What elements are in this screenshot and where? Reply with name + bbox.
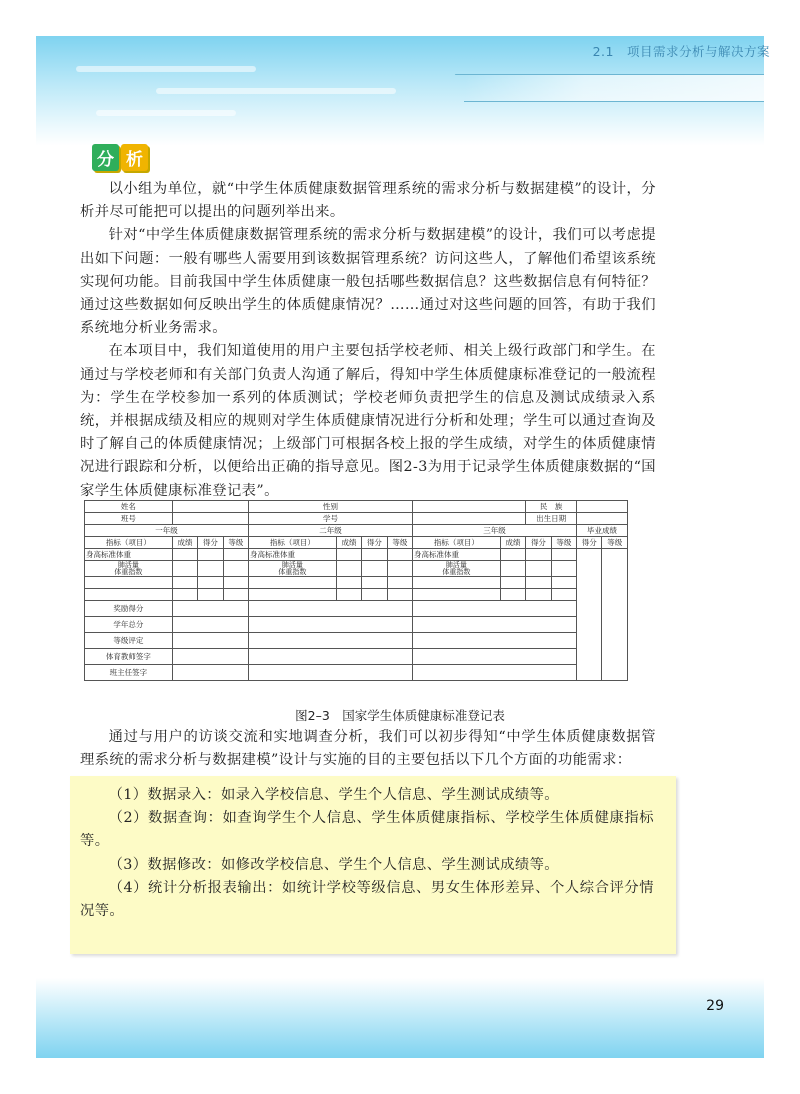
row-height-weight: 身高标准体重 (85, 549, 173, 561)
requirement-item: （2）数据查询：如查询学生个人信息、学生体质健康指标、学校学生体质健康指标等。 (80, 810, 654, 850)
row-bonus: 奖励得分 (85, 601, 173, 617)
row-height-weight: 身高标准体重 (413, 549, 501, 561)
label-name: 姓名 (85, 501, 173, 513)
analysis-label (92, 144, 150, 171)
label-graduate: 毕业成绩 (577, 525, 628, 537)
col-points: 得分 (198, 537, 223, 549)
registration-form (84, 500, 628, 681)
row-lung: 肺活量 体重指数 (249, 561, 337, 577)
section-header: 2.1 项目需求分析与解决方案 (592, 44, 770, 59)
requirements-intro (80, 726, 656, 772)
analysis-char-2: 析 (121, 144, 148, 171)
label-class: 班号 (85, 513, 173, 525)
label-ethnic: 民 族 (526, 501, 577, 513)
row-total: 学年总分 (85, 617, 173, 633)
col-level: 等级 (602, 537, 628, 549)
col-points: 得分 (577, 537, 602, 549)
page-number: 29 (706, 998, 724, 1014)
form-table (84, 500, 628, 681)
paragraph-1: 以小组为单位，就“中学生体质健康数据管理系统的需求分析与数据建模”的设计，分析并尽可能把可以提出的问题列举出来。 (80, 181, 656, 221)
row-teacher-sign: 体育教师签字 (85, 649, 173, 665)
label-student-no: 学号 (249, 513, 413, 525)
paragraph-4: 通过与用户的访谈交流和实地调查分析，我们可以初步得知“中学生体质健康数据管理系统的需求分析与数据建模”设计与实施的目的主要包括以下几个方面的功能需求： (80, 729, 656, 769)
intro-text (80, 178, 656, 503)
col-score: 成绩 (500, 537, 525, 549)
col-level: 等级 (551, 537, 576, 549)
paragraph-3: 在本项目中，我们知道使用的用户主要包括学校老师、相关上级行政部门和学生。在通过与学校老师和有关部门负责人沟通了解后，得知中学生体质健康标准登记的一般流程为：学生在学校参加一系列的体质测试；学校老师负责把学生的信息及测试成绩录入系统，并根据成绩及相应的规则对学生体质健康情况进行分析和处理；学生可以通过查询及时了解自己的体质健康情况；上级部门可根据各校上报的学生成绩，对学生的体质健康情况进行跟踪和分析，以便给出正确的指导意见。图2-3为用于记录学生体质健康数据的“国家学生体质健康标准登记表”。 (80, 343, 656, 499)
header-bar (464, 74, 764, 102)
col-level: 等级 (223, 537, 248, 549)
row-lung: 肺活量 体重指数 (85, 561, 173, 577)
label-gender: 性别 (249, 501, 413, 513)
figure-caption: 图2–3 国家学生体质健康标准登记表 (295, 708, 505, 723)
decor-streak (156, 88, 396, 94)
requirement-item: （4）统计分析报表输出：如统计学校等级信息、男女生体形差异、个人综合评分情况等。 (80, 879, 654, 920)
row-lung: 肺活量 体重指数 (413, 561, 501, 577)
row-rating: 等级评定 (85, 633, 173, 649)
row-head-sign: 班主任签字 (85, 665, 173, 681)
label-birth: 出生日期 (526, 513, 577, 525)
col-level: 等级 (387, 537, 412, 549)
col-indicator: 指标（项目） (85, 537, 173, 549)
requirement-item: （3）数据修改：如修改学校信息、学生个人信息、学生测试成绩等。 (108, 856, 559, 873)
requirements-list (80, 784, 654, 923)
decor-streak (96, 110, 236, 116)
analysis-char-1: 分 (92, 144, 119, 171)
col-score: 成绩 (172, 537, 197, 549)
col-score: 成绩 (336, 537, 361, 549)
paragraph-2: 针对“中学生体质健康数据管理系统的需求分析与数据建模”的设计，我们可以考虑提出如下问题：一般有哪些人需要用到该数据管理系统？访问这些人，了解他们希望该系统实现何功能。目前我国中学生体质健康一般包括哪些数据信息？这些数据信息有何特征？通过这些数据如何反映出学生的体质健康情况？……通过对这些问题的回答，有助于我们系统地分析业务需求。 (80, 227, 656, 337)
col-indicator: 指标（项目） (413, 537, 501, 549)
decor-streak (76, 66, 256, 72)
col-points: 得分 (526, 537, 551, 549)
col-indicator: 指标（项目） (249, 537, 337, 549)
requirement-item: （1）数据录入：如录入学校信息、学生个人信息、学生测试成绩等。 (108, 787, 559, 803)
row-height-weight: 身高标准体重 (249, 549, 337, 561)
label-grade3: 三年级 (413, 525, 577, 537)
footer-band (36, 978, 764, 1058)
col-points: 得分 (362, 537, 387, 549)
label-grade2: 二年级 (249, 525, 413, 537)
label-grade1: 一年级 (85, 525, 249, 537)
